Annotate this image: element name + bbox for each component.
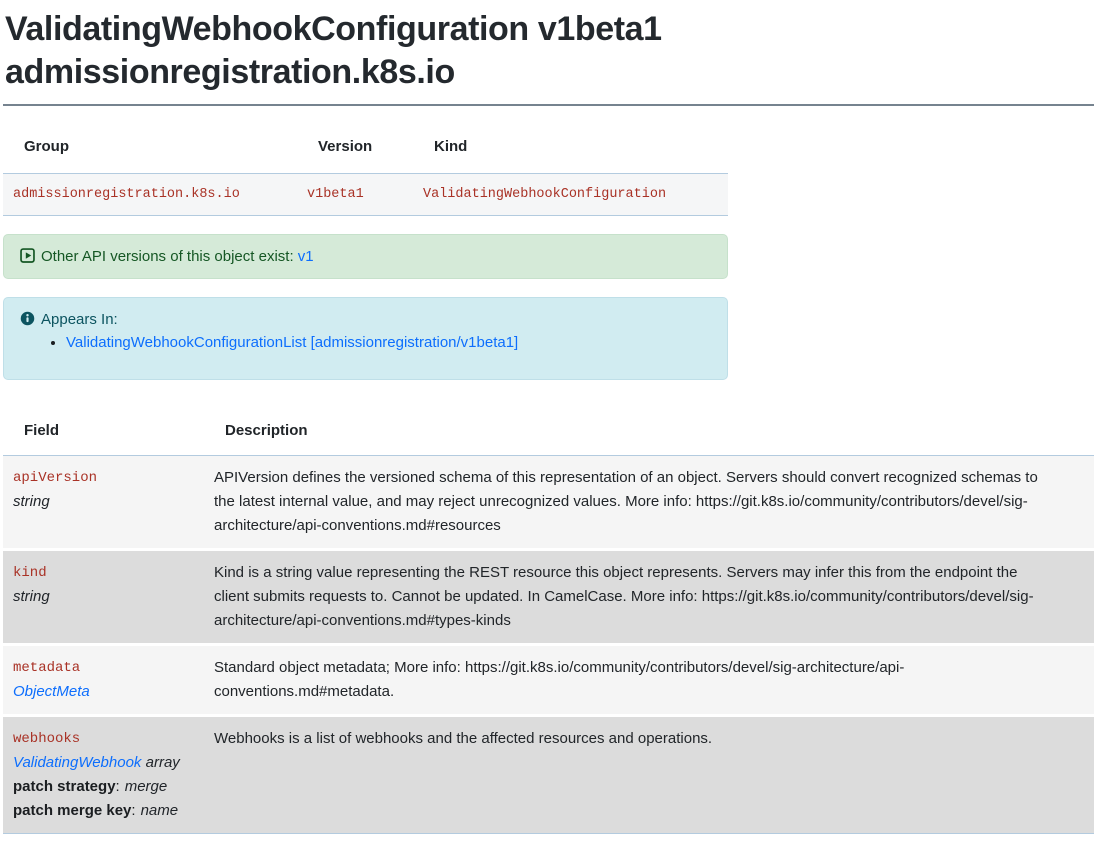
patch-merge-key-label: patch merge key <box>13 801 132 819</box>
gvk-header-group: Group <box>24 137 69 155</box>
page-title-line2: admissionregistration.k8s.io <box>5 52 455 91</box>
patch-merge-key-value: name <box>140 801 179 819</box>
field-name: metadata <box>13 659 81 676</box>
table-row-metadata <box>3 643 1094 714</box>
field-table-body <box>3 455 1094 834</box>
field-name: webhooks <box>13 730 81 747</box>
field-name: kind <box>13 564 47 581</box>
description-column-header: Description <box>225 421 308 439</box>
gvk-table-header <box>3 132 728 173</box>
table-row-kind <box>3 548 1094 643</box>
field-description: APIVersion defines the versioned schema of this representation of an object. Servers should convert recognized schemas to the latest internal value, and may reject unrecognized values. More info: https://git.k8s.io/community/contributors/devel/sig-architecture/api-conventions.md#resources <box>214 468 1038 534</box>
appears-in-heading <box>20 311 711 328</box>
gvk-version-value: v1beta1 <box>307 186 364 202</box>
page-title-line1: ValidatingWebhookConfiguration v1beta1 <box>5 10 662 48</box>
caret-square-right-icon <box>20 248 35 265</box>
patch-merge-key-line <box>13 799 196 823</box>
appears-in-link[interactable]: ValidatingWebhookConfigurationList [admissionregistration/v1beta1] <box>66 333 519 351</box>
appears-in-alert <box>3 297 728 380</box>
field-type: string <box>13 492 50 510</box>
appears-in-label: Appears In: <box>41 310 118 328</box>
title-divider <box>3 104 1094 106</box>
field-type: string <box>13 587 50 605</box>
patch-strategy-value: merge <box>124 777 168 795</box>
field-type-suffix: array <box>145 753 180 771</box>
patch-strategy-label: patch strategy <box>13 777 116 795</box>
gvk-header-version: Version <box>318 137 373 155</box>
colon: : <box>131 801 136 819</box>
field-description: Webhooks is a list of webhooks and the affected resources and operations. <box>214 729 713 747</box>
colon: : <box>115 777 120 795</box>
table-row-apiversion <box>3 456 1094 548</box>
field-description: Kind is a string value representing the REST resource this object represents. Servers may infer this from the endpoint the client submits requests to. Cannot be updated. In CamelCase. More info: https://git.k8s.io/community/contributors/devel/sig-architecture/api-conventions.md#types-kinds <box>214 563 1034 629</box>
field-table <box>3 416 1094 834</box>
field-description: Standard object metadata; More info: https://git.k8s.io/community/contributors/devel/sig-architecture/api-conventions.md#metadata. <box>214 658 905 700</box>
list-item <box>66 334 711 351</box>
field-type-link[interactable]: ObjectMeta <box>13 682 90 700</box>
field-column-header: Field <box>24 421 60 439</box>
gvk-table <box>3 132 728 216</box>
appears-in-list <box>20 334 711 351</box>
field-type-link[interactable]: ValidatingWebhook <box>13 753 142 771</box>
other-version-link[interactable]: v1 <box>297 247 314 265</box>
gvk-group-value: admissionregistration.k8s.io <box>13 186 240 202</box>
field-table-header <box>3 416 1094 455</box>
field-name: apiVersion <box>13 469 98 486</box>
gvk-header-kind: Kind <box>434 137 468 155</box>
gvk-table-row <box>3 173 728 216</box>
info-circle-icon <box>20 311 35 328</box>
page <box>0 8 1104 848</box>
page-title <box>5 8 1094 94</box>
other-versions-alert <box>3 234 728 279</box>
other-versions-text: Other API versions of this object exist: <box>41 247 294 265</box>
table-row-webhooks <box>3 714 1094 833</box>
gvk-kind-value: ValidatingWebhookConfiguration <box>423 186 667 202</box>
patch-strategy-line <box>13 775 196 799</box>
